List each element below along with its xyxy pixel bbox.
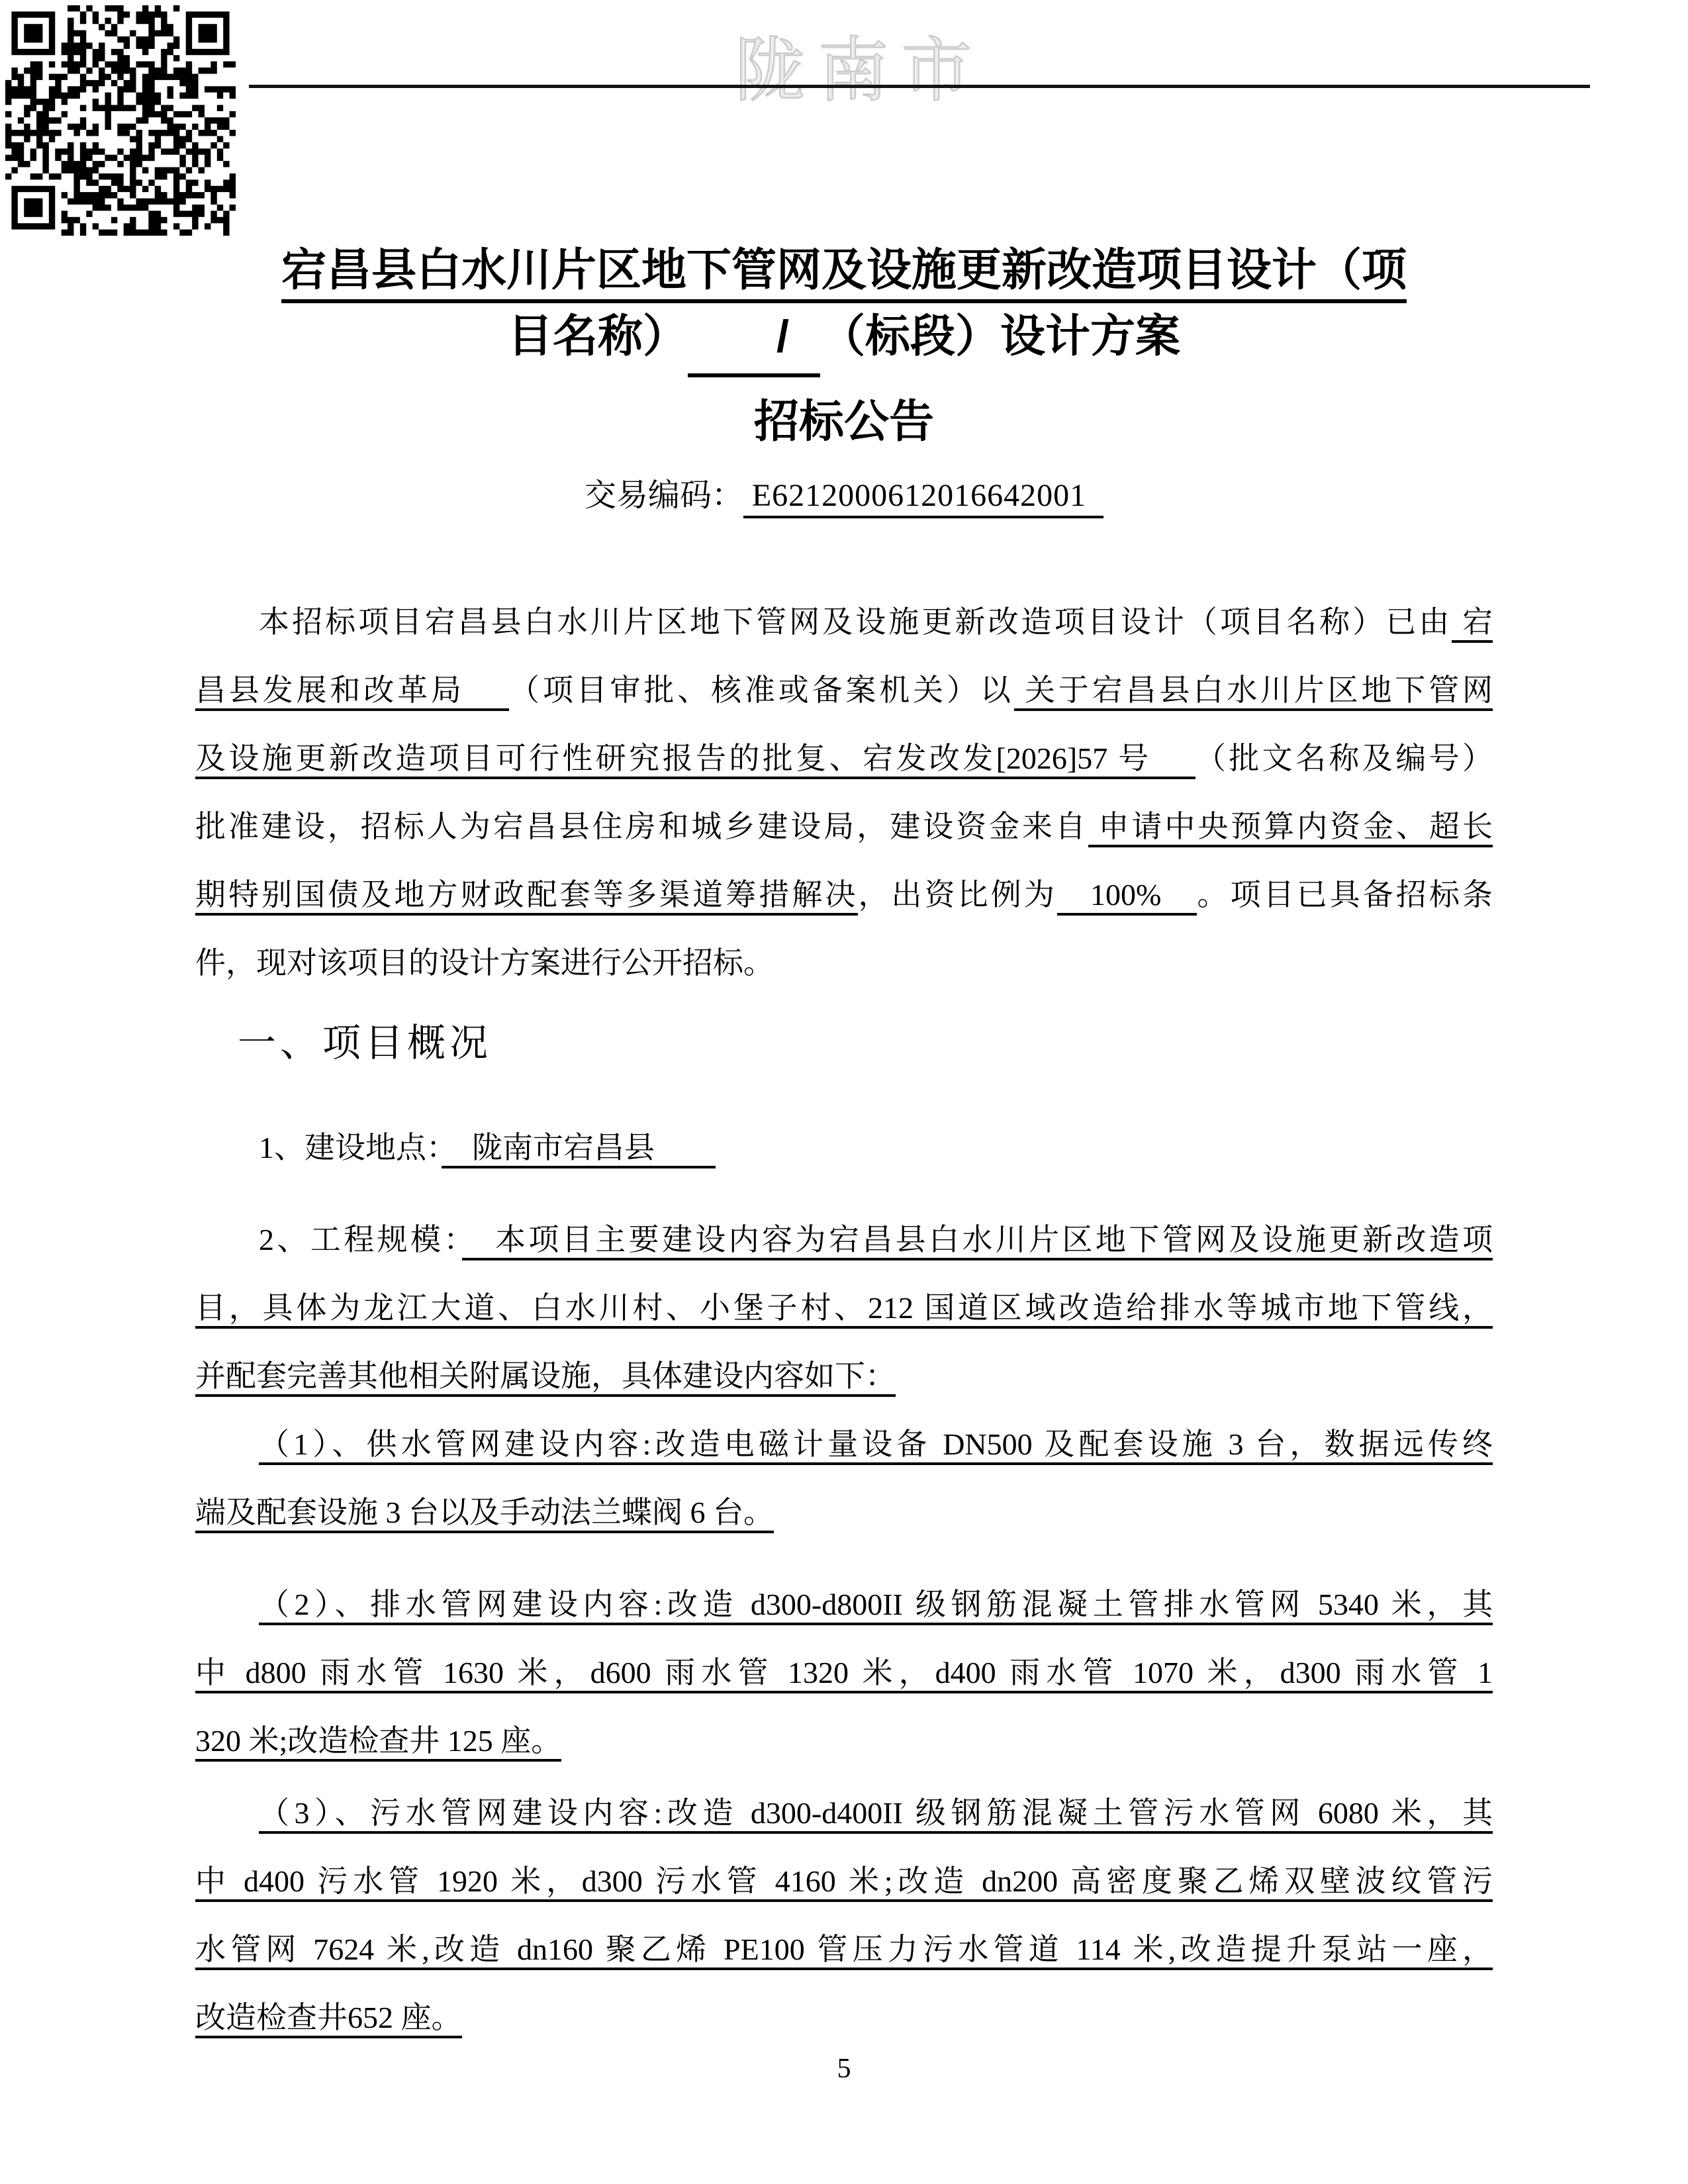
announcement-type: 招标公告 (753, 397, 934, 447)
body-text: （项目审批、核准或备案机关）以 (508, 673, 1014, 707)
filled-blank: 水管网 7624 米,改造 dn160 聚乙烯 PE100 管压力污水管道 114 米,改造提升泵站一座， (195, 1932, 1493, 1970)
body-text: 2、工程规模： (259, 1223, 462, 1257)
body-line (195, 656, 1493, 724)
transaction-code-line (195, 475, 1493, 516)
body-line (195, 1638, 1493, 1707)
section-overview-body (195, 1114, 1493, 2052)
body-line (195, 1570, 1493, 1638)
body-text: （批文名称及编号） (1195, 741, 1493, 775)
intro-paragraph (195, 588, 1493, 997)
body-line (195, 792, 1493, 861)
filled-blank: 中 d800 雨水管 1630 米，d600 雨水管 1320 米，d400 雨水管 1070 米，d300 雨水管 1 (195, 1656, 1493, 1693)
watermark-text: 陇南市 (735, 32, 985, 110)
filled-blank: 申请中央预算内资金、超长 (1088, 810, 1493, 847)
body-text: 1、建设地点： (259, 1131, 442, 1164)
filled-blank: （1）、供水管网建设内容:改造电磁计量设备 DN500 及配套设施 3 台，数据远传终 (259, 1427, 1493, 1465)
document-title (195, 237, 1493, 377)
filled-blank: 中 d400 污水管 1920 米，d300 污水管 4160 米;改造 dn200 高密度聚乙烯双壁波纹管污 (195, 1864, 1493, 1902)
body-line (195, 861, 1493, 929)
filled-blank: 并配套完善其他相关附属设施，具体建设内容如下： (195, 1359, 896, 1397)
section-heading-overview: 一、项目概况 (238, 1021, 492, 1065)
filled-blank: 目，具体为龙江大道、白水川村、小堡子村、212 国道区域改造给排水等城市地下管线， (195, 1291, 1493, 1329)
body-line (195, 1847, 1493, 1915)
body-line (195, 1915, 1493, 1983)
transaction-code-label: 交易编码： (584, 478, 743, 513)
body-text: 。项目已具备招标条 (1197, 878, 1493, 912)
filled-blank: 及设施更新改造项目可行性研究报告的批复、宕发改发[2026]57 号 (195, 741, 1196, 779)
body-line (195, 1206, 1493, 1274)
body-line (195, 1410, 1493, 1478)
filled-blank: 100% (1057, 878, 1197, 916)
body-text: ，出资比例为 (858, 878, 1057, 912)
body-line (195, 1779, 1493, 1847)
body-line (195, 1707, 1493, 1775)
filled-blank: （3）、污水管网建设内容:改造 d300-d400II 级钢筋混凝土管污水管网 6080 米，其 (259, 1796, 1493, 1834)
filled-blank: 陇南市宕昌县 (442, 1131, 716, 1168)
title-line1: 宕昌县白水川片区地下管网及设施更新改造项目设计（项 (281, 245, 1407, 303)
title-line2-pre: 目名称） (507, 311, 688, 361)
filled-blank: 改造检查井652 座。 (195, 2001, 462, 2038)
body-text: 本招标项目宕昌县白水川片区地下管网及设施更新改造项目设计（项目名称）已由 (259, 605, 1452, 639)
body-line (195, 1342, 1493, 1410)
page-number: 5 (837, 2054, 851, 2084)
body-line (195, 1983, 1493, 2052)
filled-blank: 期特别国债及地方财政配套等多渠道筹措解决 (195, 878, 858, 916)
body-line (195, 724, 1493, 792)
title-line2-post: （标段）设计方案 (820, 311, 1181, 361)
body-line (195, 588, 1493, 656)
filled-blank: （2）、排水管网建设内容:改造 d300-d800II 级钢筋混凝土管排水管网 5340 米，其 (259, 1588, 1493, 1625)
body-line (195, 1274, 1493, 1342)
body-line (195, 1478, 1493, 1546)
body-line (195, 929, 1493, 997)
filled-blank: 端及配套设施 3 台以及手动法兰蝶阀 6 台。 (195, 1496, 774, 1533)
transaction-code-value: E6212000612016642001 (743, 478, 1103, 518)
filled-blank: 320 米;改造检查井 125 座。 (195, 1724, 561, 1762)
filled-blank: 本项目主要建设内容为宕昌县白水川片区地下管网及设施更新改造项 (462, 1223, 1493, 1260)
filled-blank: 昌县发展和改革局 (195, 673, 509, 711)
filled-blank: 关于宕昌县白水川片区地下管网 (1014, 673, 1493, 711)
body-text: 批准建设，招标人为宕昌县住房和城乡建设局，建设资金来自 (195, 810, 1088, 843)
body-line (195, 1114, 1493, 1182)
title-blank-slash: / (688, 303, 820, 377)
filled-blank: 宕 (1452, 605, 1493, 643)
body-text: 件，现对该项目的设计方案进行公开招标。 (195, 946, 774, 980)
